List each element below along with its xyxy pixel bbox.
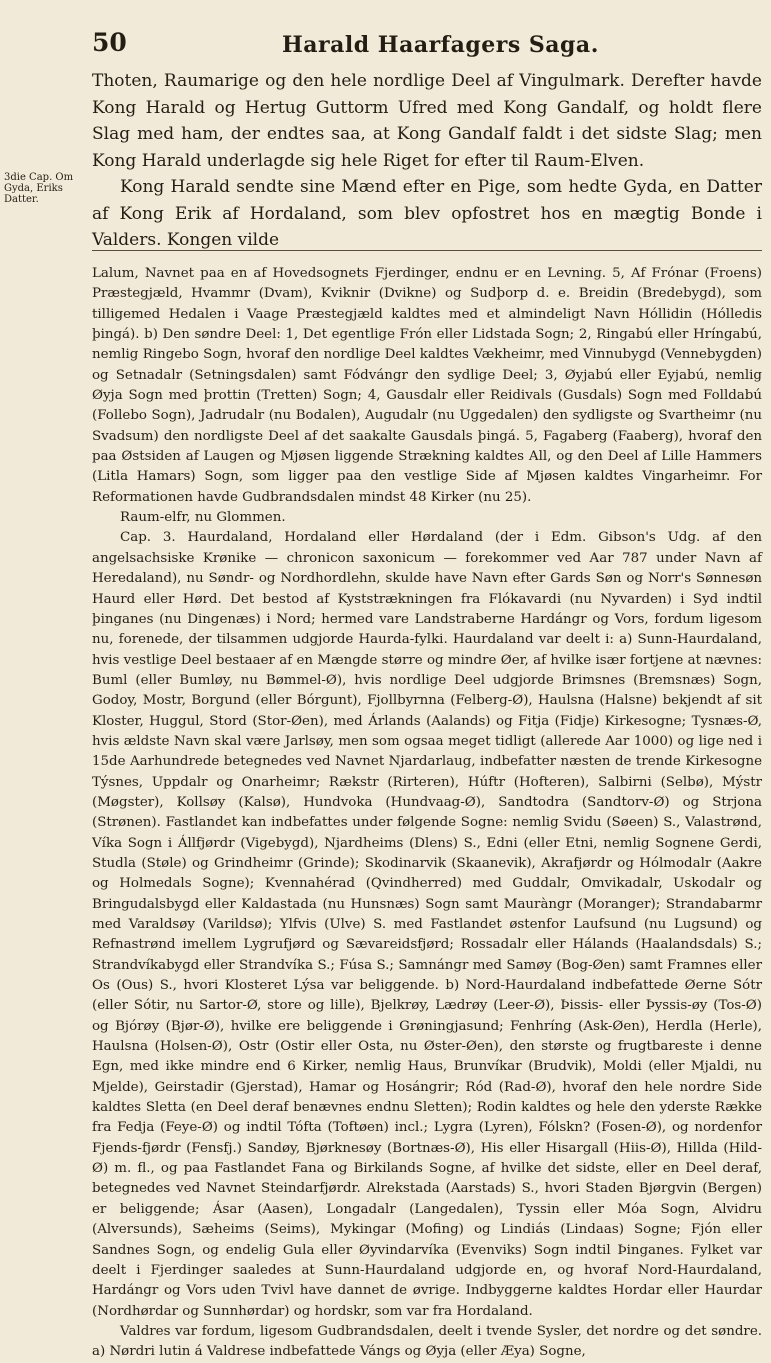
footnotes: [92, 264, 762, 1363]
page-number: 50: [92, 28, 127, 57]
main-paragraph: Thoten, Raumarige og den hele nordlige Deel af Vingulmark. Derefter havde Kong Harald og Hertug Guttorm Ufred med Kong Gandalf, og holdt flere Slag med ham, der endtes saa, at Kong Gandalf faldt i det sidste Slag; men Kong Harald underlagde sig hele Riget for efter til Raum-Elven.: [92, 71, 762, 171]
margin-note: 3die Cap. Om Gyda, Eriks Datter.: [4, 172, 74, 205]
footnote-paragraph: Lalum, Navnet paa en af Hovedsognets Fjerdinger, endnu er en Levning. 5, Af Frónar (Froens) Præstegjæld, Hvammr (Dvam), Kviknir (Dvikne) og Sudþorp d. e. Breidin (Bredebygd), som tilligemed Hedalen i Vaage Præstegjæld kaldtes med et almindeligt Navn Hóllidin (Hólledis þingá). b) Den søndre Deel: 1, Det egentlige Frón eller Lidstada Sogn; 2, Ringabú eller Hríngabú, nemlig Ringebo Sogn, hvoraf den nordlige Deel kaldtes Vækheimr, med Vinnubygd (Vennebygden) og Setnadalr (Setningsdalen) samt Fódvángr den sydlige Deel; 3, Øyjabú eller Eyjabú, nemlig Øyja Sogn med þrottin (Tretten) Sogn; 4, Gausdalr eller Reidivals (Gusdals) Sogn med Folldabú (Follebo Sogn), Jadrudalr (nu Bodalen), Augudalr (nu Uggedalen) den sydligste og Svartheimr (nu Svadsum) den nordligste Deel af det saakalte Gausdals þingá. 5, Fagaberg (Faaberg), hvoraf den paa Østsiden af Laugen og Mjøsen liggende Strækning kaldtes All, og den Deel af Lille Hammers (Litla Hamars) Sogn, som ligger paa den vestlige Side af Mjøsen kaldtes Vingarheimr. For Reformationen havde Gudbrandsdalen mindst 48 Kirker (nu 25).: [92, 266, 762, 505]
running-title: Harald Haarfagers Saga.: [282, 32, 599, 58]
main-paragraph: Kong Harald sendte sine Mænd efter en Pige, som hedte Gyda, en Datter af Kong Erik af Hordaland, som blev opfostret hos en mægtig Bonde i Valders. Kongen vilde: [92, 177, 762, 250]
footnote-paragraph: Raum-elfr, nu Glommen.: [120, 510, 286, 526]
main-text: [92, 68, 762, 254]
footnote-paragraph: Valdres var fordum, ligesom Gudbrandsdalen, deelt i tvende Sysler, det nordre og det søndre. a) Nørdri lutin á Valdrese indbefattede Vángs og Øyja (eller Æya) Sogne,: [92, 1323, 762, 1360]
footnote-paragraph: Cap. 3. Haurdaland, Hordaland eller Hørdaland (der i Edm. Gibson's Udg. af den angelsachsiske Krønike — chronicon saxonicum — forekommer ved Aar 787 under Navn af Heredaland), nu Søndr- og Nordhordlehn, skulde have Navn efter Gards Søn og Norr's Sønnesøn Haurd eller Hørd. Det bestod af Kyststrækningen fra Flókavardi (nu Nyvarden) i Syd indtil þinganes (nu Dingenæs) i Nord; hermed vare Landstraberne Hardángr og Vors, fordum ligesom nu, forenede, der tilsammen udgjorde Haurda-fylki. Haurdaland var deelt i: a) Sunn-Haurdaland, hvis vestlige Deel bestaaer af en Mængde større og mindre Øer, af hvilke især fortjene at nævnes: Buml (eller Bumløy, nu Bømmel-Ø), hvis nordlige Deel udgjorde Brimsnes (Bremsnæs) Sogn, Godoy, Mostr, Borgund (eller Bórgunt), Fjollbyrnna (Felberg-Ø), Haulsna (Halsne) bekjendt af sit Kloster, Huggul, Stord (Stor-Øen), med Árlands (Aalands) og Fitja (Fidje) Kirkesogne; Tysnæs-Ø, hvis ældste Navn skal være Jarlsøy, men som ogsaa meget tidligt (allerede Aar 1000) og lige ned i 15de Aarhundrede betegnedes ved Navnet Njardarlaug, indbefatter næsten de trende Kirkesogne Týsnes, Uppdalr og Onarheimr; Rækstr (Rirteren), Húftr (Hofteren), Salbirni (Selbø), Mýstr (Møgster), Kollsøy (Kalsø), Hundvoka (Hundvaag-Ø), Sandtodra (Sandtorv-Ø) og Strjona (Strønen). Fastlandet kan indbefattes under følgende Sogne: nemlig Svidu (Søeen) S., Valastrønd, Víka Sogn i Állfjørdr (Vigebygd), Njardheims (Dlens) S., Edni (eller Etni, nemlig Sognene Gerdi, Studla (Støle) og Grindheimr (Grinde); Skodinarvik (Skaanevik), Akrafjørdr og Hólmodalr (Aakre og Holmedals Sogne); Kvennahérad (Qvindherred) med Guddalr, Omvikadalr, Uskodalr og Bringudalsbygd eller Kaldastada (nu Hunsnæs) Sogn samt Mauràngr (Moranger); Strandabarmr med Varaldsøy (Varildsø); Ylfvis (Ulve) S. med Fastlandet østenfor Laufsund (nu Lugsund) og Refnastrønd imellem Lygrufjørd og Sævareidsfjørd; Rossadalr eller Hálands (Haalandsdals) S.; Strandvíkabygd eller Strandvíka S.; Fúsa S.; Samnángr med Samøy (Bog-Øen) samt Framnes eller Os (Ous) S., hvori Klosteret Lýsa var beliggende. b) Nord-Haurdaland indbefattede Øerne Sótr (eller Sótir, nu Sartor-Ø, store og lille), Bjelkrøy, Lædrøy (Leer-Ø), Þissis- eller Þyssis-øy (Tos-Ø) og Bjórøy (Bjør-Ø), hvilke ere beliggende i Grøningjasund; Fenhríng (Ask-Øen), Herdla (Herle), Haulsna (Holsen-Ø), Ostr (Ostir eller Osta, nu Øster-Øen), den største og frugtbareste i denne Egn, med ikke mindre end 6 Kirker, nemlig Haus, Brunvíkar (Brudvik), Moldi (eller Mjaldi, nu Mjelde), Geirstadir (Gjerstad), Hamar og Hosángrir; Ród (Rad-Ø), hvoraf den hele nordre Side kaldtes Sletta (en Deel deraf benævnes endnu Sletten); Rodin kaldtes og hele den yderste Række fra Fedja (Feye-Ø) og indtil Tófta (Toftøen) incl.; Lygra (Lyren), Fólskn? (Fosen-Ø), og nordenfor Fjends-fjørdr (Fensfj.) Sandøy, Bjørknesøy (Bortnæs-Ø), His eller Hisargall (Hiis-Ø), Hillda (Hild-Ø) m. fl., og paa Fastlandet Fana og Birkilands Sogne, af hvilke det sidste, eller en Deel deraf, betegnedes ved Navnet Steindarfjørdr. Alrekstada (Aarstads) S., hvori Staden Bjørgvin (Bergen) er beliggende; Ásar (Aasen), Longadalr (Langedalen), Tyssin eller Móa Sogn, Alvidru (Alversunds), Sæheims (Seims), Mykingar (Mofing) og Lindiás (Lindaas) Sogne; Fjón eller Sandnes Sogn, og endelig Gula eller Øyvindarvíka (Evenviks) Sogn indtil Þinganes. Fylket var deelt i Fjerdinger saaledes at Sunn-Haurdaland udgjorde en, og hvoraf Nord-Haurdaland, Hardángr og Vors uden Tvivl have dannet de øvrige. Indbyggerne kaldtes Hordar eller Haurdar (Nordhørdar og Sunnhørdar) og hordskr, som var fra Hordaland.: [92, 530, 762, 1319]
page-header: [92, 28, 741, 64]
footnote-divider: [92, 250, 762, 251]
